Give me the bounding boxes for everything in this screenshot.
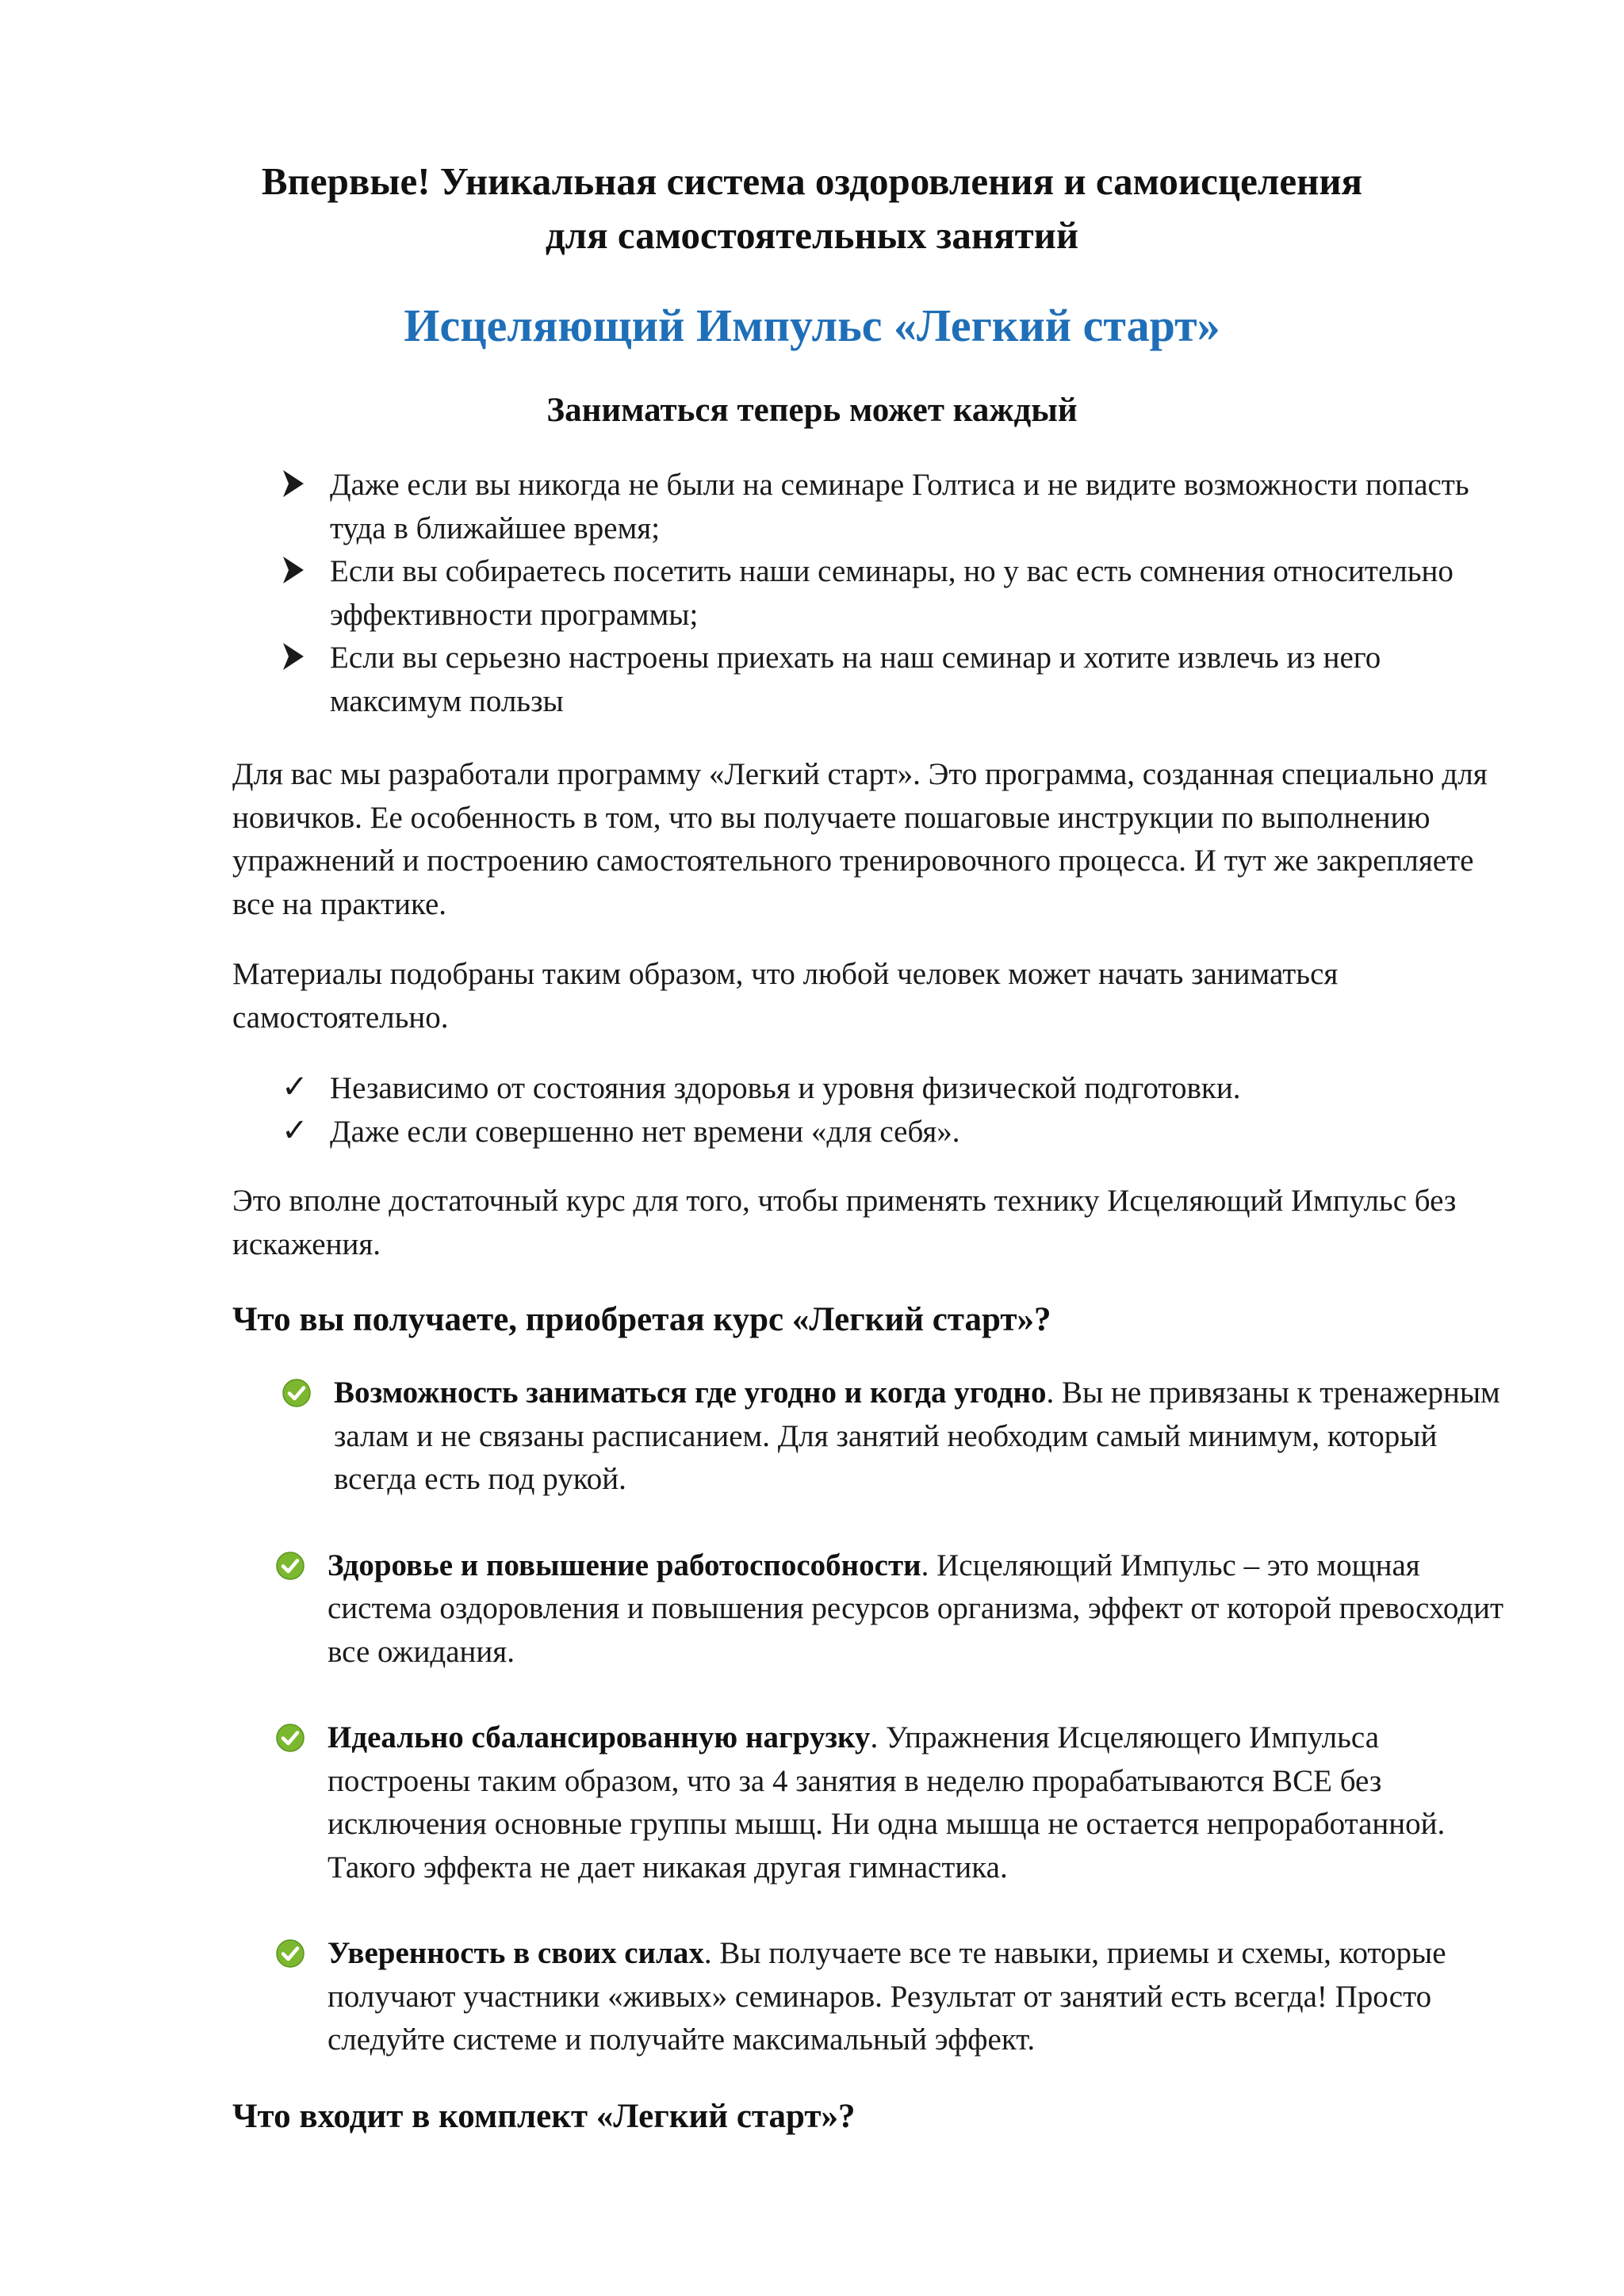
section-heading-benefits: Что вы получаете, приобретая курс «Легкий старт»? bbox=[232, 1301, 1051, 1338]
benefit-text bbox=[327, 1716, 1517, 1889]
list-item bbox=[232, 1111, 1533, 1154]
section-heading-kit: Что входит в комплект «Легкий старт»? bbox=[232, 2098, 856, 2135]
benefit-title: Возможность заниматься где угодно и когда угодно bbox=[334, 1376, 1047, 1410]
green-check-circle-icon bbox=[275, 1938, 305, 1969]
list-item bbox=[232, 1067, 1533, 1111]
benefit-text bbox=[334, 1372, 1523, 1502]
benefit-description: . Исцеляющий Импульс – это мощная система оздоровления и повышения ресурсов организма, эффект от которой превосходит все ожидания. bbox=[327, 1548, 1504, 1669]
benefit-title: Здоровье и повышение работоспособности bbox=[327, 1548, 921, 1582]
benefit-item bbox=[226, 1544, 1533, 1674]
paragraph-materials: Материалы подобраны таким образом, что любой человек может начать заниматься самостоятельно. bbox=[232, 957, 1339, 1035]
title-line-2: для самостоятельных занятий bbox=[545, 213, 1079, 257]
benefits-list bbox=[232, 1372, 1533, 2105]
check-list bbox=[232, 1067, 1533, 1154]
paragraph-intro: Для вас мы разработали программу «Легкий старт». Это программа, созданная специально для новичков. Ее особенность в том, что вы получаете пошаговые инструкции по выполнению упражнений и построению самостоятельного тренировочного процесса. И тут же закрепляете все на практике. bbox=[232, 757, 1488, 921]
tagline: Заниматься теперь может каждый bbox=[546, 392, 1078, 429]
benefit-item bbox=[226, 1716, 1533, 1889]
green-check-circle-icon bbox=[275, 1551, 305, 1581]
green-check-circle-icon bbox=[275, 1723, 305, 1753]
list-item-text: Даже если вы никогда не были на семинаре Голтиса и не видите возможности попасть туда в ближайшее время; bbox=[330, 468, 1469, 545]
list-item-text: Даже если совершенно нет времени «для себя». bbox=[330, 1114, 960, 1149]
document-title bbox=[0, 155, 1624, 262]
arrow-bullet-icon bbox=[282, 467, 307, 500]
list-item bbox=[232, 464, 1533, 550]
benefit-text bbox=[327, 1544, 1517, 1674]
list-item-text: Независимо от состояния здоровья и уровня физической подготовки. bbox=[330, 1071, 1241, 1105]
arrow-bullet-icon bbox=[282, 640, 307, 673]
program-subtitle: Исцеляющий Импульс «Легкий старт» bbox=[404, 300, 1220, 351]
checkmark-icon: ✓ bbox=[282, 1069, 308, 1104]
benefit-description: . Вы получаете все те навыки, приемы и схемы, которые получают участники «живых» семинаров. Результат от занятий есть всегда! Просто следуйте системе и получайте максимальный эффект. bbox=[327, 1936, 1446, 2057]
benefit-description: . Упражнения Исцеляющего Импульса построены таким образом, что за 4 занятия в неделю прорабатываются ВСЕ без исключения основные группы мышц. Ни одна мышца не остается непроработанной. Такого эффекта не дает никакая другая гимнастика. bbox=[327, 1720, 1446, 1885]
arrow-list bbox=[232, 464, 1533, 723]
benefit-text bbox=[327, 1932, 1517, 2062]
list-item-text: Если вы серьезно настроены приехать на наш семинар и хотите извлечь из него максимум пользы bbox=[330, 641, 1381, 718]
arrow-bullet-icon bbox=[282, 553, 307, 587]
benefit-description: . Вы не привязаны к тренажерным залам и не связаны расписанием. Для занятий необходим самый минимум, который всегда есть под рукой. bbox=[334, 1376, 1500, 1496]
list-item-text: Если вы собираетесь посетить наши семинары, но у вас есть сомнения относительно эффективности программы; bbox=[330, 554, 1454, 632]
list-item bbox=[232, 550, 1533, 637]
green-check-circle-icon bbox=[282, 1378, 312, 1408]
benefit-item bbox=[232, 1372, 1533, 1502]
paragraph-summary: Это вполне достаточный курс для того, чтобы применять технику Исцеляющий Импульс без искажения. bbox=[232, 1184, 1457, 1261]
benefit-title: Уверенность в своих силах bbox=[327, 1936, 704, 1970]
benefit-title: Идеально сбалансированную нагрузку bbox=[327, 1720, 871, 1755]
checkmark-icon: ✓ bbox=[282, 1112, 308, 1148]
benefit-item bbox=[226, 1932, 1533, 2062]
list-item bbox=[232, 637, 1533, 723]
title-line-1: Впервые! Уникальная система оздоровления и самоисцеления bbox=[261, 159, 1363, 203]
